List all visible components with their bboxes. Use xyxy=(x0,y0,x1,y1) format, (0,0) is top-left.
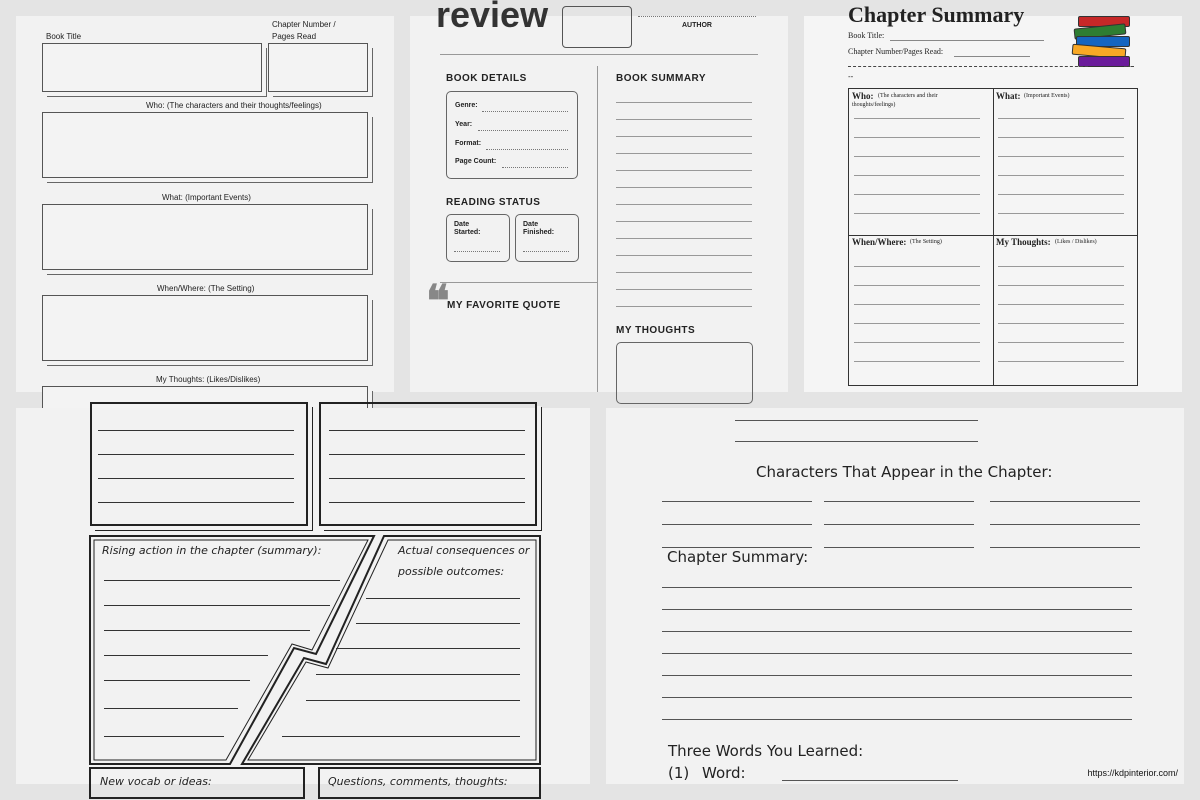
year-line xyxy=(478,130,568,131)
when-where-label: When/Where: (The Setting) xyxy=(157,284,255,293)
my-thoughts-heading: MY THOUGHTS xyxy=(616,325,696,336)
writing-line xyxy=(98,478,294,479)
writing-line xyxy=(662,653,1132,654)
writing-line xyxy=(616,102,752,103)
writing-line xyxy=(616,204,752,205)
format-label: Format: xyxy=(455,140,482,147)
when-cell-sub: (The Setting) xyxy=(910,239,942,245)
format-line xyxy=(486,149,568,150)
writing-line xyxy=(104,655,268,656)
dashed-separator xyxy=(848,66,1088,67)
writing-line xyxy=(854,285,980,286)
dashed-separator-end xyxy=(1124,66,1134,67)
my-thoughts-label: My Thoughts: (Likes/Dislikes) xyxy=(156,375,261,384)
questions-label: Questions, comments, thoughts: xyxy=(328,775,508,788)
writing-line xyxy=(990,547,1140,548)
writing-line xyxy=(98,502,294,503)
writing-line xyxy=(616,221,752,222)
date-finished-line xyxy=(523,251,569,252)
favorite-quote-heading: MY FAVORITE QUOTE xyxy=(447,300,561,311)
writing-line xyxy=(854,213,980,214)
worksheet-panel-chapter-boxes xyxy=(16,16,394,392)
writing-line xyxy=(662,501,812,502)
writing-line xyxy=(998,118,1124,119)
writing-line xyxy=(616,306,752,307)
writing-line xyxy=(306,700,520,701)
review-title-fragment: review xyxy=(436,0,549,35)
writing-line xyxy=(998,342,1124,343)
writing-line xyxy=(98,454,294,455)
chapter-number-label: Chapter Number / xyxy=(272,20,336,29)
writing-line xyxy=(616,136,752,137)
word-label: Word: xyxy=(702,764,746,782)
writing-line xyxy=(616,187,752,188)
writing-line xyxy=(104,605,330,606)
books-stack-icon xyxy=(1072,14,1132,68)
who-box xyxy=(42,112,368,178)
my-thoughts-box xyxy=(616,342,753,404)
writing-line xyxy=(854,175,980,176)
date-finished-label-1: Date xyxy=(523,221,539,228)
author-label: AUTHOR xyxy=(682,22,712,29)
writing-line xyxy=(282,736,520,737)
writing-line xyxy=(854,137,980,138)
writing-line xyxy=(990,524,1140,525)
consequences-label-1: Actual consequences or xyxy=(398,544,530,557)
writing-line xyxy=(824,524,974,525)
writing-line xyxy=(854,323,980,324)
watermark-url: https://kdpinterior.com/ xyxy=(1087,768,1178,778)
book-details-heading: BOOK DETAILS xyxy=(446,73,527,84)
writing-line xyxy=(998,156,1124,157)
writing-line xyxy=(104,680,250,681)
year-label: Year: xyxy=(455,121,473,128)
writing-line xyxy=(662,524,812,525)
writing-line xyxy=(98,430,294,431)
writing-line xyxy=(662,587,1132,588)
writing-line xyxy=(336,648,520,649)
writing-line xyxy=(616,238,752,239)
chapter-pages-field-line xyxy=(954,56,1030,57)
writing-line xyxy=(854,156,980,157)
writing-line xyxy=(616,255,752,256)
top-line-2 xyxy=(735,441,978,442)
writing-line xyxy=(616,170,752,171)
title-box xyxy=(562,6,632,48)
thoughts-cell-heading: My Thoughts: xyxy=(996,237,1051,247)
writing-line xyxy=(616,289,752,290)
worksheet-panel-characters xyxy=(606,408,1184,784)
writing-line xyxy=(104,708,238,709)
new-vocab-label: New vocab or ideas: xyxy=(100,775,212,788)
writing-line xyxy=(990,501,1140,502)
date-finished-label-2: Finished: xyxy=(523,229,555,236)
genre-label: Genre: xyxy=(455,102,478,109)
what-cell-sub: (Important Events) xyxy=(1024,93,1070,99)
writing-line xyxy=(356,623,520,624)
date-started-line xyxy=(454,251,500,252)
who-cell-sub: (The characters and their thoughts/feelings) xyxy=(852,93,938,108)
quote-mark-icon: ❝ xyxy=(426,277,450,326)
book-title-field-line xyxy=(890,40,1044,41)
author-line xyxy=(638,16,756,17)
writing-line xyxy=(366,598,520,599)
summary-heading: Chapter Summary: xyxy=(667,548,809,566)
writing-line xyxy=(998,194,1124,195)
writing-line xyxy=(824,501,974,502)
worksheet-panel-rising-action xyxy=(16,408,590,788)
word-answer-line xyxy=(782,780,958,781)
writing-line xyxy=(824,547,974,548)
writing-line xyxy=(854,118,980,119)
writing-line xyxy=(998,137,1124,138)
writing-line xyxy=(662,609,1132,610)
worksheet-panel-book-review xyxy=(410,0,788,392)
book-title-box xyxy=(42,43,262,92)
rising-action-frame xyxy=(16,408,590,784)
writing-line xyxy=(854,361,980,362)
chapter-number-box xyxy=(268,43,368,92)
who-cell-heading: Who: xyxy=(852,91,874,101)
writing-line xyxy=(662,547,812,548)
writing-line xyxy=(854,266,980,267)
book-summary-heading: BOOK SUMMARY xyxy=(616,73,707,84)
item-number-label: (1) xyxy=(668,764,690,782)
writing-line xyxy=(998,213,1124,214)
column-divider xyxy=(597,66,598,392)
characters-heading: Characters That Appear in the Chapter: xyxy=(756,463,1053,481)
pages-read-label: Pages Read xyxy=(272,32,317,41)
writing-line xyxy=(998,323,1124,324)
quote-divider xyxy=(440,282,597,283)
dash-mark: -- xyxy=(848,72,854,81)
writing-line xyxy=(329,478,525,479)
header-divider xyxy=(440,54,758,55)
writing-line xyxy=(854,194,980,195)
what-box xyxy=(42,204,368,270)
writing-line xyxy=(329,430,525,431)
writing-line xyxy=(662,719,1132,720)
consequences-label-2: possible outcomes: xyxy=(398,565,505,578)
writing-line xyxy=(616,153,752,154)
top-line-1 xyxy=(735,420,978,421)
writing-line xyxy=(104,580,340,581)
date-started-label-1: Date xyxy=(454,221,470,228)
page-count-label: Page Count: xyxy=(455,158,497,165)
chapter-pages-field-label: Chapter Number/Pages Read: xyxy=(848,47,944,56)
date-started-label-2: Started: xyxy=(454,229,481,236)
writing-line xyxy=(329,502,525,503)
rising-action-label: Rising action in the chapter (summary): xyxy=(102,544,322,557)
writing-line xyxy=(998,361,1124,362)
writing-line xyxy=(104,630,310,631)
book-title-field-label: Book Title: xyxy=(848,31,885,40)
writing-line xyxy=(998,175,1124,176)
writing-line xyxy=(998,304,1124,305)
thoughts-cell-sub: (Likes / Dislikes) xyxy=(1055,239,1097,245)
writing-line xyxy=(316,674,520,675)
writing-line xyxy=(854,304,980,305)
when-where-box xyxy=(42,295,368,361)
writing-line xyxy=(998,266,1124,267)
genre-line xyxy=(482,111,568,112)
when-cell-heading: When/Where: xyxy=(852,237,907,247)
book-title-label: Book Title xyxy=(46,32,82,41)
writing-line xyxy=(329,454,525,455)
writing-line xyxy=(662,631,1132,632)
writing-line xyxy=(854,342,980,343)
reading-status-heading: READING STATUS xyxy=(446,197,541,208)
three-words-heading: Three Words You Learned: xyxy=(668,742,864,760)
who-label: Who: (The characters and their thoughts/feelings) xyxy=(146,101,322,110)
writing-line xyxy=(998,285,1124,286)
writing-line xyxy=(662,675,1132,676)
worksheet-panel-chapter-summary xyxy=(804,2,1182,392)
writing-line xyxy=(616,272,752,273)
page-count-line xyxy=(502,167,568,168)
writing-line xyxy=(662,697,1132,698)
what-label: What: (Important Events) xyxy=(162,193,251,202)
chapter-summary-title: Chapter Summary xyxy=(848,2,1025,27)
writing-line xyxy=(616,119,752,120)
writing-line xyxy=(104,736,224,737)
what-cell-heading: What: xyxy=(996,91,1021,101)
